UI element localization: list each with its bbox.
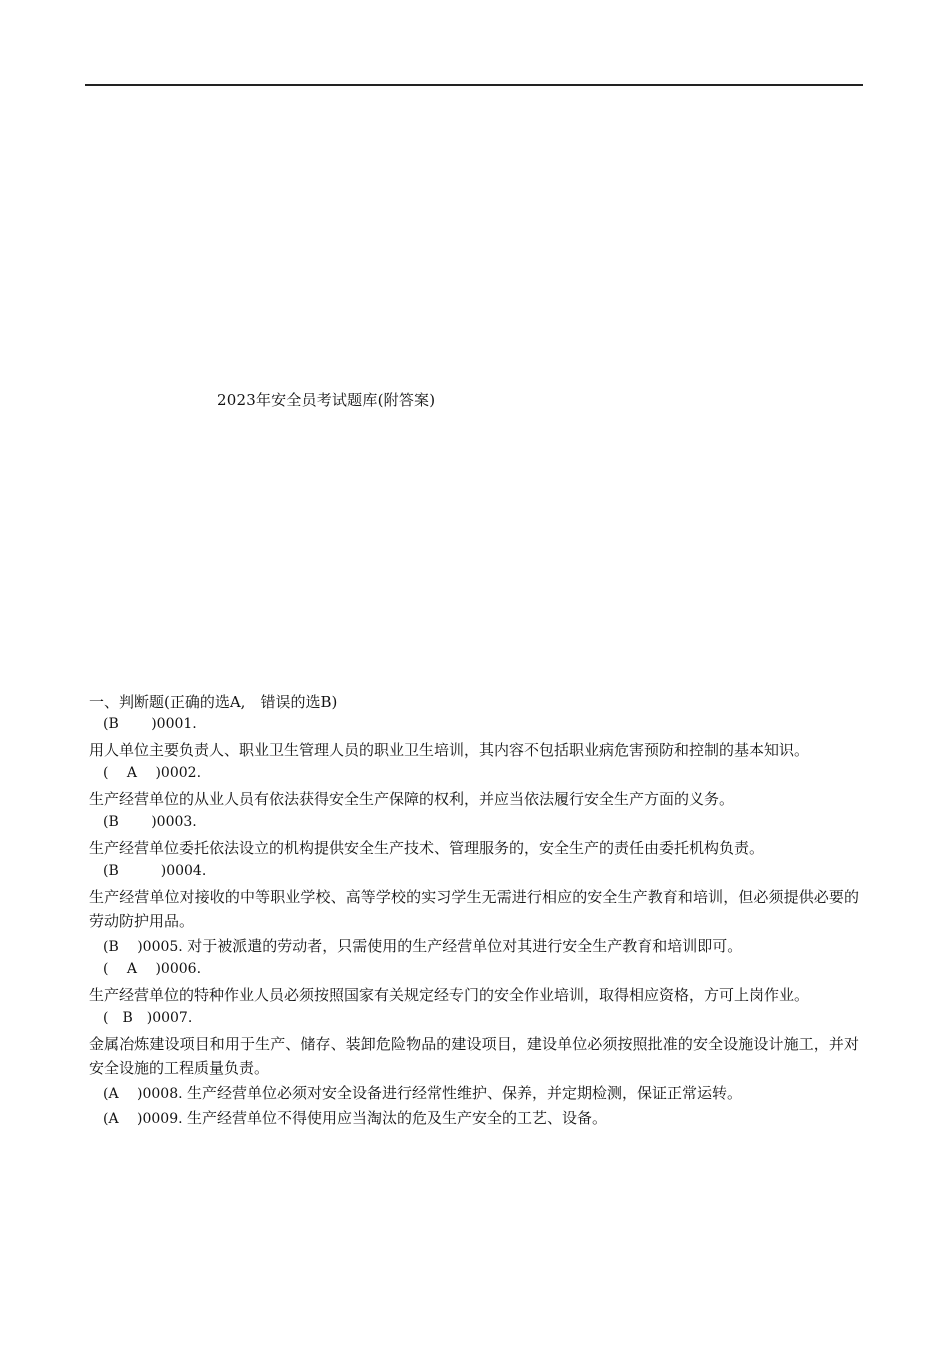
question-marker-0005: (B )0005. — [103, 939, 183, 955]
question-text-0008: 生产经营单位必须对安全设备进行经常性维护、保养，并定期检测，保证正常运转。 — [187, 1084, 743, 1102]
document-title: 2023年安全员考试题库(附答案) — [217, 391, 436, 409]
header-rule — [85, 84, 863, 86]
question-list — [89, 690, 859, 1131]
question-marker-0006: ( A )0006. — [103, 961, 202, 977]
question-marker-0002: ( A )0002. — [103, 765, 202, 781]
question-0009 — [89, 1106, 859, 1131]
question-0005 — [89, 934, 859, 959]
question-0008 — [89, 1081, 859, 1106]
question-marker-0009: (A )0009. — [103, 1111, 183, 1127]
question-text-0005: 对于被派遣的劳动者，只需使用的生产经营单位对其进行安全生产教育和培训即可。 — [187, 937, 743, 955]
question-text-0004: 生产经营单位对接收的中等职业学校、高等学校的实习学生无需进行相应的安全生产教育和培训，但必须提供必要的劳动防护用品。 — [89, 888, 859, 930]
question-text-0006: 生产经营单位的特种作业人员必须按照国家有关规定经专门的安全作业培训，取得相应资格，方可上岗作业。 — [89, 986, 810, 1004]
question-marker-0007: ( B )0007. — [103, 1010, 193, 1026]
question-marker-0003: (B )0003. — [103, 814, 197, 830]
question-text-0007: 金属冶炼建设项目和用于生产、储存、装卸危险物品的建设项目，建设单位必须按照批准的安全设施设计施工，并对安全设施的工程质量负责。 — [89, 1035, 859, 1077]
question-marker-0001: (B )0001. — [103, 716, 197, 732]
question-text-0001: 用人单位主要负责人、职业卫生管理人员的职业卫生培训，其内容不包括职业病危害预防和控制的基本知识。 — [89, 741, 810, 759]
question-text-0009: 生产经营单位不得使用应当淘汰的危及生产安全的工艺、设备。 — [187, 1109, 608, 1127]
question-text-0002: 生产经营单位的从业人员有依法获得安全生产保障的权利，并应当依法履行安全生产方面的义务。 — [89, 790, 735, 808]
section-heading: 一、判断题(正确的选A, 错误的选B) — [89, 693, 338, 711]
question-marker-0004: (B )0004. — [103, 863, 207, 879]
question-marker-0008: (A )0008. — [103, 1086, 183, 1102]
question-text-0003: 生产经营单位委托依法设立的机构提供安全生产技术、管理服务的，安全生产的责任由委托机构负责。 — [89, 839, 765, 857]
